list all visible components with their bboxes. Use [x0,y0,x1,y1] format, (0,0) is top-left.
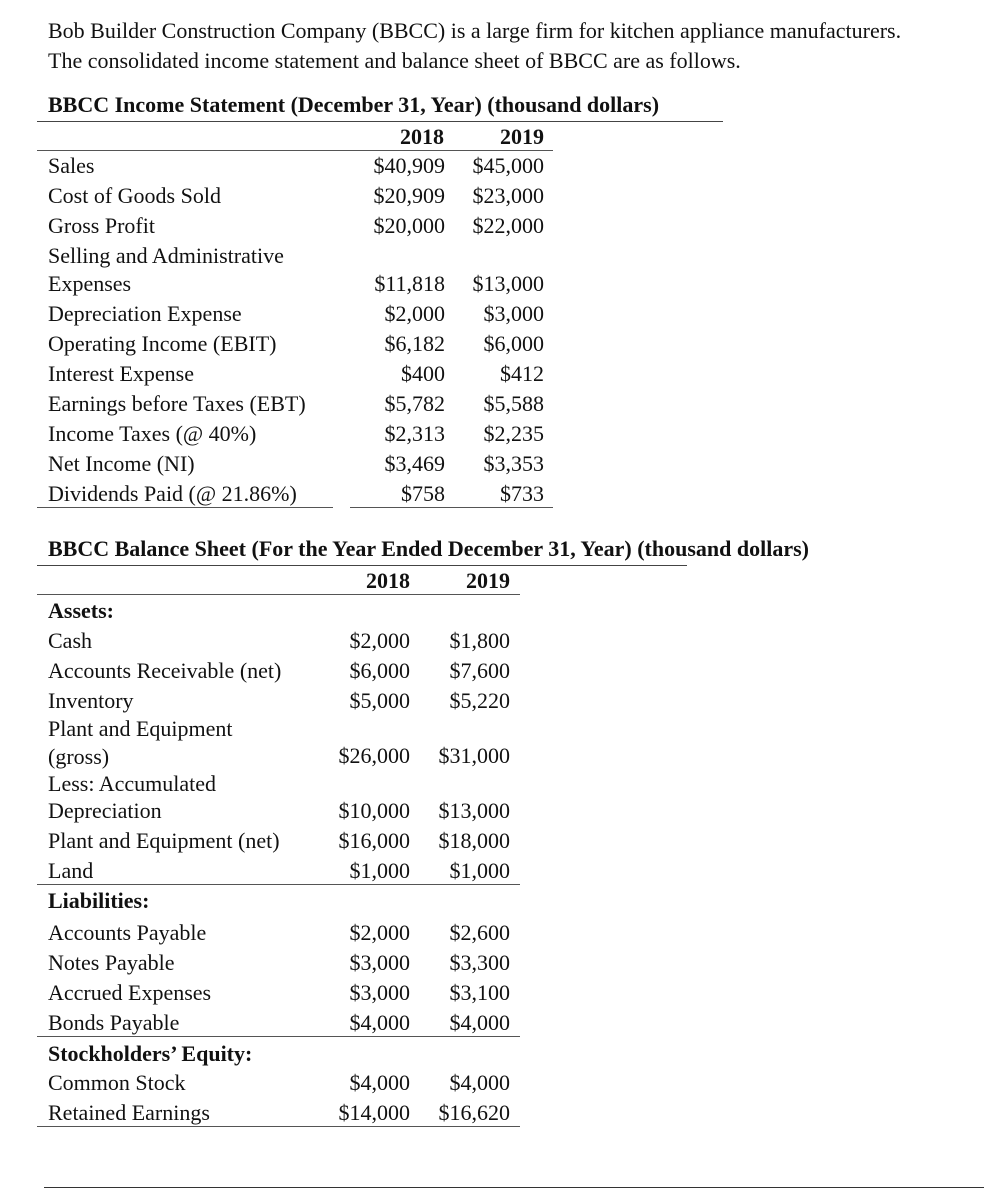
income-cell-2018: $758 [401,481,445,506]
income-cell-2019: $45,000 [472,153,544,178]
asset-row-label-line-2: (gross) [48,744,110,769]
equity-bottom-rule [37,1126,520,1127]
liability-cell-2018: $3,000 [349,950,410,975]
liability-row-label: Bonds Payable [48,1010,180,1035]
asset-cell-2019: $5,220 [449,688,510,713]
income-cell-2018: $2,000 [384,301,445,326]
income-cell-2018: $2,313 [384,421,445,446]
income-cell-2018: $3,469 [384,451,445,476]
income-year-2019: 2019 [500,124,544,149]
asset-row-label-line-2: Depreciation [48,798,162,823]
asset-cell-2018: $26,000 [338,743,410,768]
income-row-label: Cost of Goods Sold [48,183,221,208]
income-row-label: Income Taxes (@ 40%) [48,421,257,446]
income-row-label-line-2: Expenses [48,271,132,296]
income-cell-2019: $6,000 [483,331,544,356]
income-row-label: Operating Income (EBIT) [48,331,277,356]
intro-line-2: The consolidated income statement and balance sheet of BBCC are as follows. [48,48,741,73]
income-row-label-line-1: Selling and Administrative [48,243,284,268]
income-cell-2019: $23,000 [472,183,544,208]
liability-cell-2019: $3,100 [449,980,510,1005]
income-cell-2019: $5,588 [483,391,544,416]
income-cell-2019: $22,000 [472,213,544,238]
asset-cell-2019: $18,000 [438,828,510,853]
asset-cell-2019: $1,800 [449,628,510,653]
income-cell-2019: $733 [500,481,544,506]
income-row-label: Interest Expense [48,361,194,386]
asset-row-label-line-1: Plant and Equipment [48,716,233,741]
assets-bottom-rule [37,884,520,885]
asset-row-label: Plant and Equipment (net) [48,828,280,853]
asset-cell-2019: $1,000 [449,858,510,883]
income-cell-2018: $20,000 [373,213,445,238]
intro-line-1: Bob Builder Construction Company (BBCC) is a large firm for kitchen appliance manufacturers. [48,18,902,43]
income-cell-2018: $40,909 [373,153,445,178]
income-cell-2019: $412 [500,361,544,386]
asset-row-label: Accounts Receivable (net) [48,658,282,683]
asset-cell-2019: $7,600 [449,658,510,683]
asset-cell-2018: $6,000 [349,658,410,683]
asset-row-label: Cash [48,628,92,653]
page-bottom-rule [44,1187,984,1188]
balance-sheet-title: BBCC Balance Sheet (For the Year Ended December 31, Year) (thousand dollars) [48,536,809,561]
liabilities-heading: Liabilities: [48,888,150,913]
equity-cell-2018: $4,000 [349,1070,410,1095]
liability-cell-2018: $2,000 [349,920,410,945]
asset-cell-2018: $5,000 [349,688,410,713]
income-cell-2019: $3,000 [483,301,544,326]
liability-row-label: Accrued Expenses [48,980,212,1005]
liability-row-label: Accounts Payable [48,920,207,945]
balance-title-rule [37,565,687,566]
liability-cell-2019: $2,600 [449,920,510,945]
income-statement-title: BBCC Income Statement (December 31, Year) (thousand dollars) [48,92,660,117]
assets-heading: Assets: [48,598,114,623]
income-bottom-rule-left [37,507,333,508]
income-year-2018: 2018 [400,124,444,149]
equity-cell-2018: $14,000 [338,1100,410,1125]
asset-cell-2019: $13,000 [438,798,510,823]
asset-cell-2019: $31,000 [438,743,510,768]
liability-cell-2019: $4,000 [449,1010,510,1035]
income-row-label: Dividends Paid (@ 21.86%) [48,481,297,506]
income-cell-2018: $20,909 [373,183,445,208]
asset-row-label: Inventory [48,688,134,713]
income-row-label: Net Income (NI) [48,451,195,476]
liability-row-label: Notes Payable [48,950,175,975]
equity-row-label: Common Stock [48,1070,186,1095]
income-cell-2019: $2,235 [483,421,544,446]
income-cell-2019: $13,000 [472,271,544,296]
income-cell-2018: $5,782 [384,391,445,416]
balance-year-2018: 2018 [366,568,410,593]
income-bottom-rule-right [350,507,553,508]
liability-cell-2018: $3,000 [349,980,410,1005]
income-row-label: Gross Profit [48,213,155,238]
liabilities-bottom-rule [37,1036,520,1037]
liability-cell-2019: $3,300 [449,950,510,975]
equity-row-label: Retained Earnings [48,1100,210,1125]
income-cell-2018: $11,818 [374,271,445,296]
income-row-label: Sales [48,153,95,178]
intro-paragraph [48,16,983,76]
asset-row-label: Land [48,858,94,883]
balance-header-rule [37,594,520,595]
income-cell-2018: $6,182 [384,331,445,356]
asset-cell-2018: $1,000 [349,858,410,883]
equity-cell-2019: $4,000 [449,1070,510,1095]
liability-cell-2018: $4,000 [349,1010,410,1035]
income-row-label: Depreciation Expense [48,301,242,326]
income-cell-2018: $400 [401,361,445,386]
asset-cell-2018: $16,000 [338,828,410,853]
income-title-rule [37,121,723,122]
asset-row-label-line-1: Less: Accumulated [48,771,217,796]
income-cell-2019: $3,353 [483,451,544,476]
income-row-label: Earnings before Taxes (EBT) [48,391,306,416]
asset-cell-2018: $2,000 [349,628,410,653]
equity-cell-2019: $16,620 [438,1100,510,1125]
asset-cell-2018: $10,000 [338,798,410,823]
equity-heading: Stockholders’ Equity: [48,1041,253,1066]
balance-year-2019: 2019 [466,568,510,593]
